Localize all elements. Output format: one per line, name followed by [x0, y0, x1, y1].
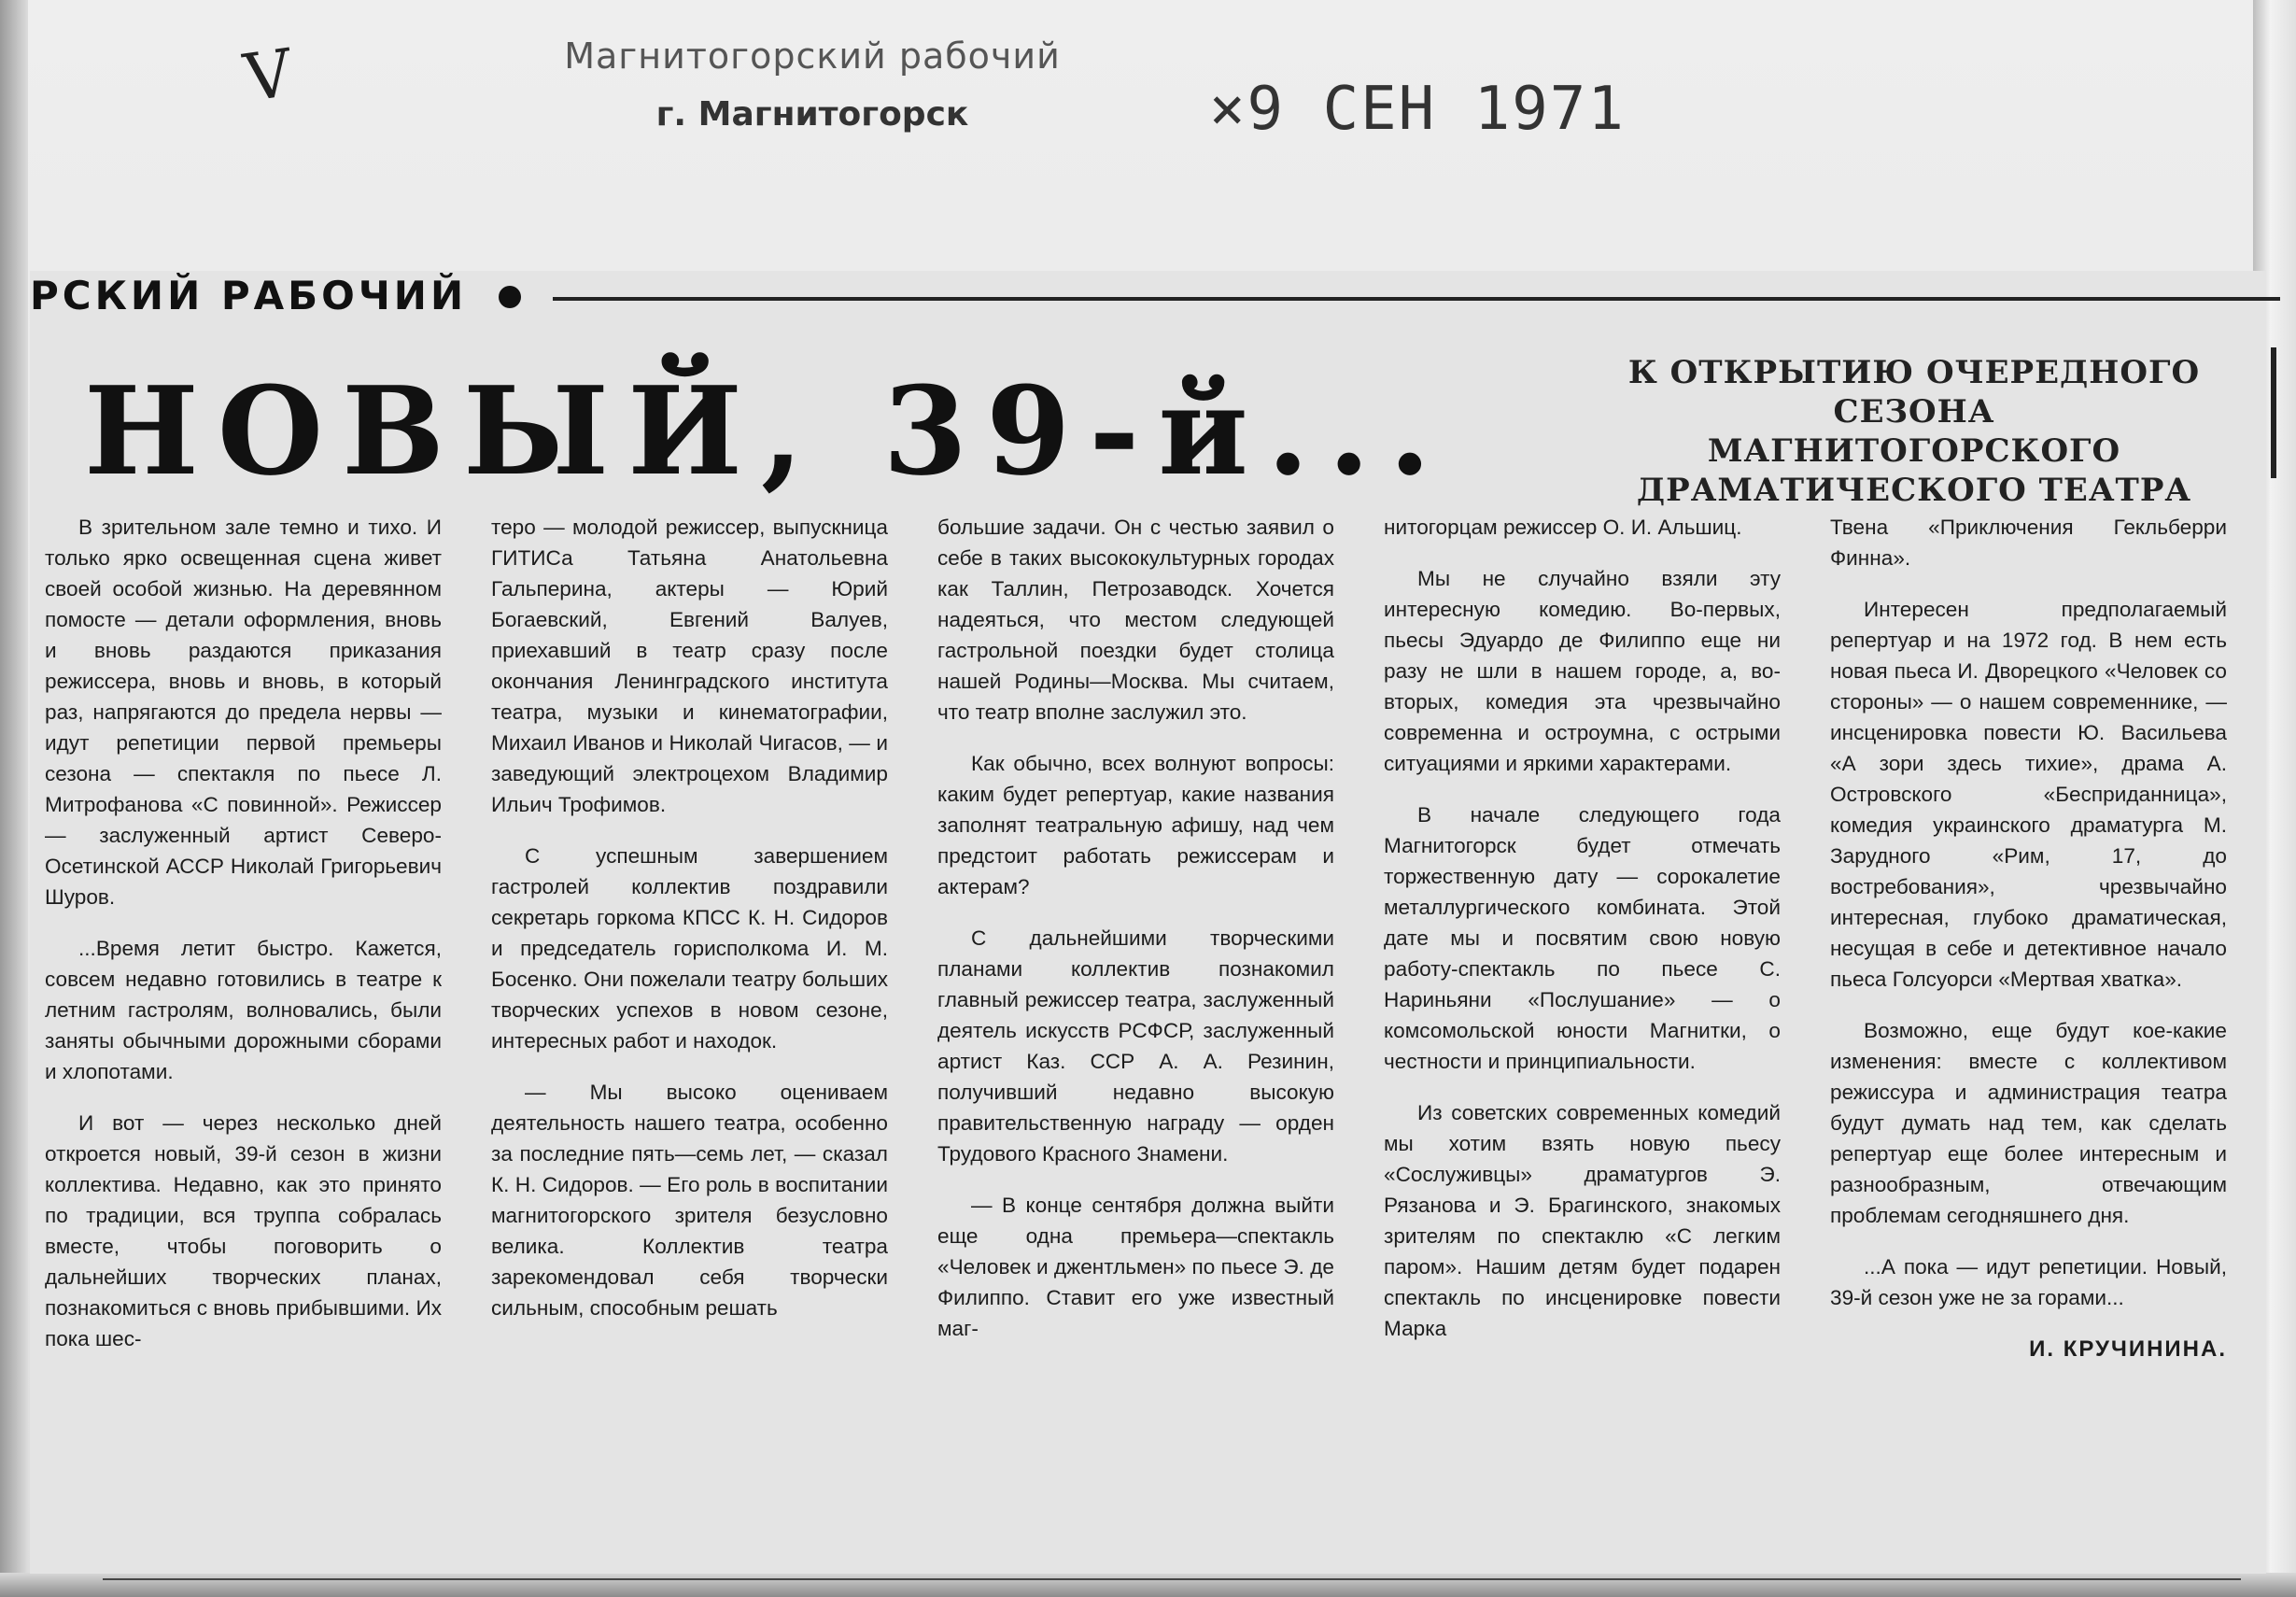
bottom-page-edge: [0, 1573, 2296, 1597]
article-body: [45, 512, 2281, 1558]
headline: НОВЫЙ, 39-й...: [84, 360, 1450, 502]
paragraph: И вот — через несколько дней откроется новый, 39-й сезон в жизни коллектива. Недавно, как это принято по традиции, вся труппа собралась вместе, чтобы поговорить о дальнейших творческих планах, познакомиться с вновь прибывшими. Их пока шес-: [45, 1111, 443, 1350]
masthead-bullet: [499, 286, 521, 308]
paragraph: большие задачи. Он с честью заявил о себе в таких высококультурных городах как Таллин, Петрозаводск. Хочется надеяться, что местом следующей гастрольной поездки будет столица нашей Родины—Москва. Мы считаем, что театр вполне заслужил это.: [937, 516, 1334, 724]
masthead-row: [30, 273, 2280, 319]
date-stamp: ×9 СЕН 1971: [1209, 75, 1626, 144]
kicker-line-1: К ОТКРЫТИЮ ОЧЕРЕДНОГО СЕЗОНА: [1627, 354, 2201, 431]
article-column-4: [1384, 512, 1781, 1364]
kicker-line-3: ДРАМАТИЧЕСКОГО ТЕАТРА: [1636, 472, 2192, 509]
kicker-vertical-rule: [2271, 347, 2276, 478]
paragraph: Интересен предполагаемый репертуар и на 1972 год. В нем есть новая пьеса И. Дворецкого «Человек со стороны» — о нашем современнике, — инсценировка повести Ю. Васильева «А зори здесь тихие», драма А. Островского «Бесприданница», комедия украинского драматурга М. Зарудного «Рим, 17, до востребования», чрезвычайно интересная, глубоко драматическая, несущая в себе и детективное начало пьеса Голсуорси «Мертвая хватка».: [1830, 598, 2227, 991]
author-signature: И. КРУЧИНИНА.: [2029, 1336, 2227, 1362]
paragraph: Возможно, еще будут кое-какие изменения: вместе с коллективом режиссура и администрация театра будут думать над тем, как сделать репертуар еще более интересным и разнообразным, отвечающим проблемам сегодняшнего дня.: [1830, 1019, 2227, 1227]
paragraph: Как обычно, всех волнуют вопросы: каким будет репертуар, какие названия заполнят театральную афишу, над чем предстоит работать режиссерам и актерам?: [937, 752, 1334, 898]
paragraph: С успешным завершением гастролей коллектив поздравили секретарь горкома КПСС К. Н. Сидоров и председатель горисполкома И. М. Босенко. Они пожелали театру больших творческих успехов в новом сезоне, интересных работ и находок.: [491, 844, 888, 1053]
paragraph: Твена «Приключения Гекльберри Финна».: [1830, 516, 2227, 570]
kicker: [1555, 353, 2274, 510]
paragraph: Из советских современных комедий мы хотим взять новую пьесу «Сослуживцы» драматургов Э. Рязанова и Э. Брагинского, знакомых зрителям по спектаклю «С легким паром». Нашим детям будет подарен спектакль по инсценировке повести Марка: [1384, 1101, 1781, 1340]
bottom-rule: [103, 1578, 2241, 1580]
article-column-1: [45, 512, 442, 1375]
left-page-edge: [0, 0, 28, 1597]
masthead-rule: [553, 297, 2280, 301]
stamp-city: г. Магнитогорск: [655, 95, 969, 134]
paragraph: В начале следующего года Магнитогорск будет отмечать торжественную дату — сорокалетие металлургического комбината. Этой дате мы и посвятим свою новую работу-спектакль по пьесе С. Нариньяни «Послушание» — о комсомольской юности Магнитки, о честности и принципиальности.: [1384, 803, 1781, 1073]
article-column-2: [491, 512, 888, 1344]
masthead: РСКИЙ РАБОЧИЙ: [30, 273, 468, 318]
article-column-5: [1830, 512, 2227, 1364]
stamp-newspaper-name: Магнитогорский рабочий: [564, 35, 1061, 77]
paragraph: В зрительном зале темно и тихо. И только ярко освещенная сцена живет своей особой жизнью. На деревянном помосте — детали оформления, вновь и вновь раздаются приказания режиссера, вновь и вновь, в который раз, напрягаются до предела нервы — идут репетиции первой премьеры сезона — спектакля по пьесе Л. Митрофанова «С повинной». Режиссер — заслуженный артист Северо-Осетинской АССР Николай Григорьевич Шуров.: [45, 516, 442, 909]
paragraph: — В конце сентября должна выйти еще одна премьера—спектакль «Человек и джентльмен» по пьесе Э. де Филиппо. Ставит его уже известный маг-: [937, 1194, 1334, 1340]
paragraph: Мы не случайно взяли эту интересную комедию. Во-первых, пьесы Эдуардо де Филиппо еще ни разу не шли в нашем городе, а, во-вторых, комедия эта чрезвычайно современна и остроумна, с острыми ситуациями и яркими характерами.: [1384, 567, 1781, 775]
paragraph: теро — молодой режиссер, выпускница ГИТИСа Татьяна Анатольевна Гальперина, актеры — Юрий Богаевский, Евгений Валуев, приехавший в театр сразу после окончания Ленинградского института театра, музыки и кинематографии, Михаил Иванов и Николай Чигасов, — и заведующий электроцехом Владимир Ильич Трофимов.: [491, 516, 888, 816]
article-column-3: [937, 512, 1334, 1364]
kicker-line-2: МАГНИТОГОРСКОГО: [1707, 432, 2121, 470]
paragraph: нитогорцам режиссер О. И. Альшиц.: [1384, 516, 1742, 539]
paragraph: С дальнейшими творческими планами коллектив познакомил главный режиссер театра, заслуженный деятель искусств РСФСР, заслуженный артист Каз. ССР А. А. Резинин, получивший недавно высокую правительственную награду — орден Трудового Красного Знамени.: [937, 926, 1334, 1166]
paragraph: ...А пока — идут репетиции. Новый, 39-й сезон уже не за горами...: [1830, 1255, 2227, 1309]
paragraph: ...Время летит быстро. Кажется, совсем недавно готовились в театре к летним гастролям, волновались, были заняты обычными дорожными сборами и хлопотами.: [45, 937, 442, 1083]
paragraph: — Мы высоко оцениваем деятельность нашего театра, особенно за последние пять—семь лет, — сказал К. Н. Сидоров. — Его роль в воспитании магнитогорского зрителя безусловно велика. Коллектив театра зарекомендовал себя творчески сильным, способным решать: [491, 1081, 888, 1320]
margin-check-mark: V: [239, 34, 298, 118]
